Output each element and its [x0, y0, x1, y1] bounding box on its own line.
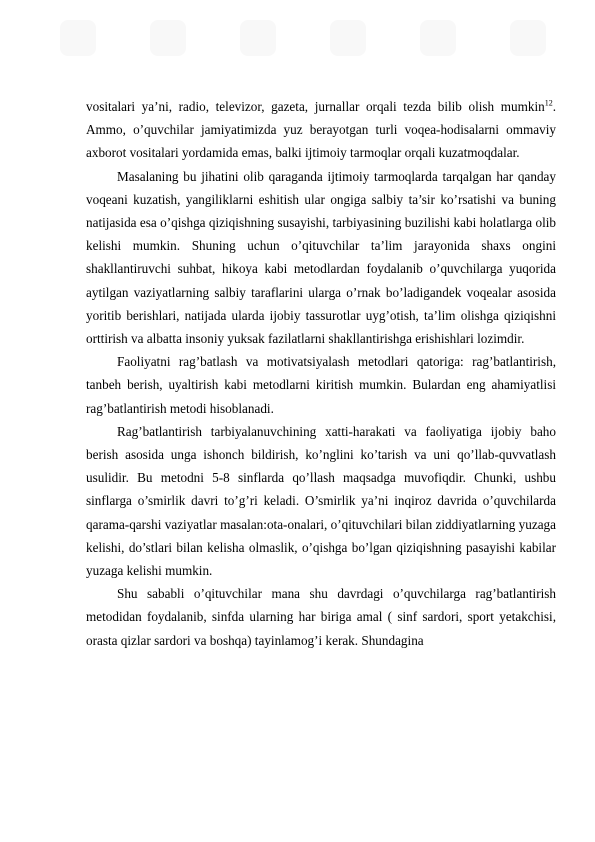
watermark-pattern [0, 0, 595, 80]
paragraph-1-text: vositalari ya’ni, radio, televizor, gazeta, jurnallar orqali tezda bilib olish mumkin [86, 99, 545, 114]
document-body [86, 95, 556, 652]
footnote-ref[interactable]: 12 [544, 98, 553, 108]
paragraph-3: Faoliyatni rag’batlash va motivatsiyalash metodlari qatoriga: rag’batlantirish, tanbeh berish, uyaltirish kabi metodlarni kiritish mumkin. Bulardan eng ahamiyatlisi rag’batlantirish metodi hisoblanadi. [86, 354, 556, 416]
paragraph-5: Shu sababli o’qituvchilar mana shu davrdagi o’quvchilarga rag’batlantirish metodidan foydalanib, sinfda ularning har biriga amal ( sinf sardori, sport yetakchisi, orasta qizlar sardori va boshqa) tayinlamog’i kerak. Shundagina [86, 586, 556, 648]
paragraph-2: Masalaning bu jihatini olib qaraganda ijtimoiy tarmoqlarda tarqalgan har qanday voqeani kuzatish, yangiliklarni eshitish ular ongiga salbiy ta’sir ko’rsatishi va buning natijasida esa o’qishga qiziqishning susayishi, tarbiyasining buzilishi kabi holatlarga olib kelishi mumkin. Shuning uchun o’qituvchilar ta’lim jarayonida shaxs ongini shakllantiruvchi suhbat, hikoya kabi metodlardan foydalanib o’quvchilarga yuqorida aytilgan vaziyatlarning salbiy taraflarini ularga o’rnak bo’ladigandek voqealar asosida yoritib berishlari, natijada ularda ijobiy tassurotlar uyg’otish, ta’lim olishga qiziqishni orttirish va albatta insoniy yuksak fazilatlarni shakllantirishga erishishlari lozimdir. [86, 168, 556, 347]
paragraph-4: Rag’batlantirish tarbiyalanuvchining xatti-harakati va faoliyatiga ijobiy baho berish asosida unga ishonch bildirish, ko’nglini ko’tarish va uni qo’llab-quvvatlash usulidir. Bu metodni 5-8 sinflarda qo’llash maqsadga muvofiqdir. Chunki, ushbu sinflarga o’smirlik davri to’g’ri keladi. O’smirlik ya’ni inqiroz davrida o’quvchilarda qarama-qarshi vaziyatlar masalan:ota-onalari, o’qituvchilari bilan ziddiyatlarning yuzaga kelishi, do’stlari bilan kelisha olmaslik, o’qishga bo’lgan qiziqishning pasayishi kabilar yuzaga kelishi mumkin. [86, 423, 556, 579]
paragraph-1-text-continued: . Ammo, o’quvchilar jamiyatimizda yuz berayotgan turli voqea-hodisalarni ommaviy axborot vositalari yordamida emas, balki ijtimoiy tarmoqlar orqali kuzatmoqdalar. [86, 99, 556, 161]
paragraph-1 [86, 95, 556, 165]
